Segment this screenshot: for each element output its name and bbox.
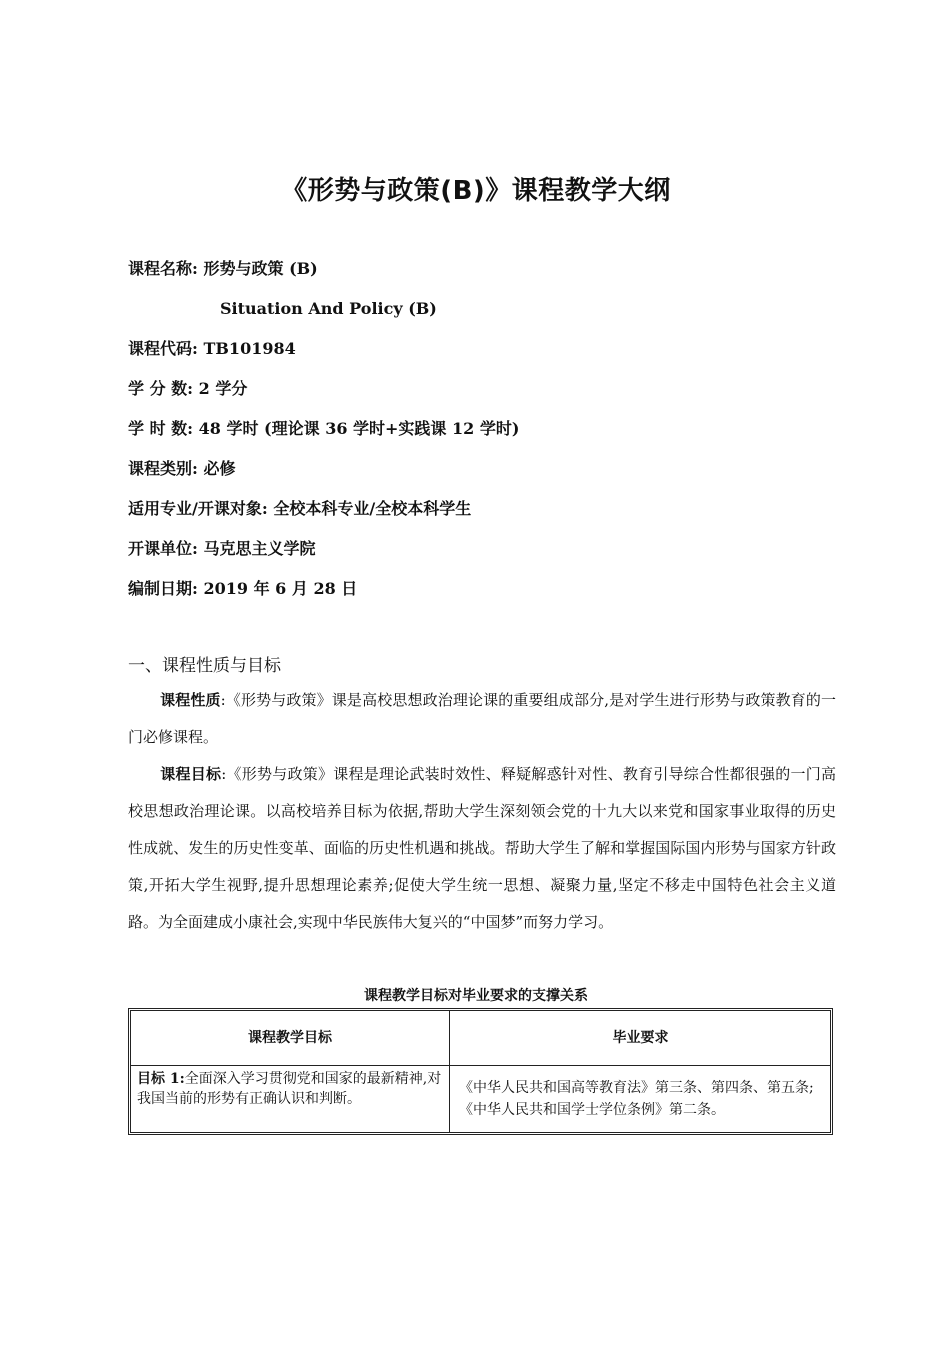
table-row-divider — [131, 1065, 830, 1066]
support-table — [128, 1008, 833, 1135]
major-value: 全校本科专业/全校本科学生 — [273, 499, 472, 518]
date-value: 2019 年 6 月 28 日 — [203, 579, 358, 598]
hours-label: 学 时 数: — [128, 419, 194, 438]
course-name-value: 形势与政策 (B) — [203, 259, 318, 278]
page-title: 《形势与政策(B)》课程教学大纲 — [281, 176, 671, 206]
table-caption: 课程教学目标对毕业要求的支撑关系 — [364, 988, 588, 1004]
course-goal-text: :《形势与政策》课程是理论武装时效性、释疑解惑针对性、教育引导综合性都很强的一门高校思想政治理论课。以高校培养目标为依据,帮助大学生深刻领会党的十九大以来党和国家事业取得的历史性成就、发生的历史性变革、面临的历史性机遇和挑战。帮助大学生了解和掌握国际国内形势与国家方针政策,开拓大学生视野,提升思想理论素养;促使大学生统一思想、凝聚力量,坚定不移走中国特色社会主义道路。为全面建成小康社会,实现中华民族伟大复兴的“中国梦”而努力学习。 — [128, 765, 836, 931]
category-label: 课程类别: — [128, 459, 198, 478]
course-name-en: Situation And Policy (B) — [220, 299, 437, 318]
credit-value: 2 学分 — [198, 379, 248, 398]
table-header-requirement: 毕业要求 — [612, 1030, 669, 1046]
course-name-en-row — [220, 298, 437, 320]
major-row — [128, 498, 471, 520]
course-nature-text: :《形势与政策》课是高校思想政治理论课的重要组成部分,是对学生进行形势与政策教育的一门必修课程。 — [128, 691, 836, 746]
course-goal-paragraph — [128, 756, 836, 941]
course-code-value: TB101984 — [203, 339, 296, 358]
table-cell-requirement-1: 《中华人民共和国高等教育法》第三条、第四条、第五条;《中华人民共和国学士学位条例》第二条。 — [459, 1080, 814, 1118]
section-heading: 一、课程性质与目标 — [128, 656, 281, 676]
table-column-divider — [449, 1011, 450, 1132]
hours-row — [128, 418, 519, 440]
table-cell-goal-1 — [137, 1069, 445, 1109]
department-row — [128, 538, 316, 560]
goal-1-text: 全面深入学习贯彻党和国家的最新精神,对我国当前的形势有正确认识和判断。 — [137, 1071, 442, 1107]
table-header-goal: 课程教学目标 — [248, 1030, 332, 1046]
course-code-row — [128, 338, 296, 360]
date-label: 编制日期: — [128, 579, 198, 598]
credit-row — [128, 378, 247, 400]
course-name-row — [128, 258, 318, 280]
course-nature-label: 课程性质 — [160, 691, 221, 709]
course-nature-paragraph — [128, 682, 836, 756]
date-row — [128, 578, 357, 600]
category-row — [128, 458, 236, 480]
goal-1-label: 目标 1: — [137, 1071, 185, 1087]
major-label: 适用专业/开课对象: — [128, 499, 268, 518]
category-value: 必修 — [203, 459, 236, 478]
hours-value: 48 学时 (理论课 36 学时+实践课 12 学时) — [198, 419, 520, 438]
course-name-label: 课程名称: — [128, 259, 198, 278]
credit-label: 学 分 数: — [128, 379, 194, 398]
department-value: 马克思主义学院 — [203, 539, 316, 558]
department-label: 开课单位: — [128, 539, 198, 558]
course-goal-label: 课程目标 — [160, 765, 222, 783]
course-code-label: 课程代码: — [128, 339, 198, 358]
